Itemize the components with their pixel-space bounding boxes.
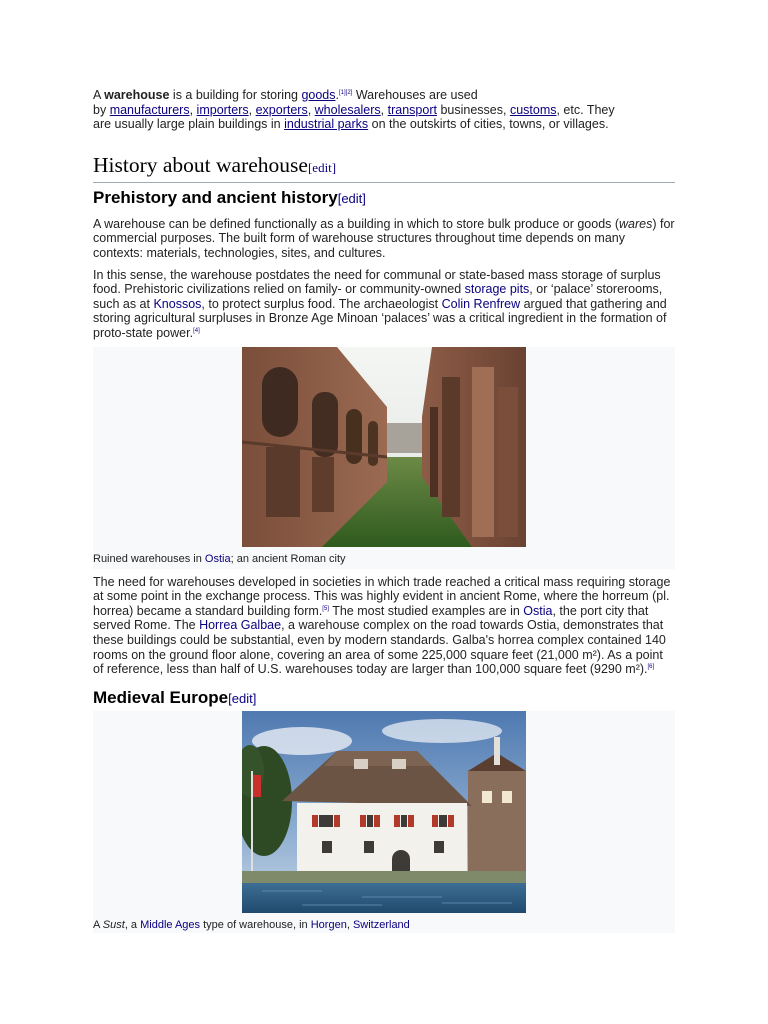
- figure-caption: [93, 919, 410, 932]
- edit-link[interactable]: [edit]: [228, 690, 257, 706]
- paragraph-text: The most studied examples are in: [328, 603, 524, 618]
- intro-text: is a building for storing: [169, 88, 302, 102]
- separator: ,: [380, 102, 388, 117]
- ruins-image: [242, 347, 526, 547]
- edit-label[interactable]: edit: [231, 690, 253, 706]
- paragraph-text: argued that gathering and storing agricultural surpluses in Bronze Age Minoan ‘palaces’ was a critical ingredient in the formation of proto-state power.: [93, 296, 667, 340]
- paragraph-text: ) for commercial purposes. The built form of warehouse structures throughout time depends on many contexts: materials, technologies, sites, and cultures.: [93, 216, 675, 260]
- section-title: Medieval Europe: [93, 687, 229, 707]
- paragraph: [93, 217, 675, 261]
- link-switzerland[interactable]: Switzerland: [352, 918, 410, 931]
- link-ostia[interactable]: Ostia: [204, 552, 231, 565]
- intro-text: businesses,: [436, 102, 510, 117]
- intro-text: are usually large plain buildings in: [93, 117, 285, 132]
- caption-text: A: [93, 918, 103, 931]
- article-body: [93, 88, 675, 933]
- caption-text: ,: [346, 918, 353, 931]
- citation[interactable]: [4]: [193, 327, 200, 334]
- link-horgen[interactable]: Horgen: [310, 918, 347, 931]
- section-heading-prehistory: [93, 187, 675, 210]
- separator: ,: [248, 102, 256, 117]
- link-middle-ages[interactable]: Middle Ages: [140, 918, 201, 931]
- section-heading-history: [93, 152, 675, 183]
- photo-sust-horgen[interactable]: [242, 711, 526, 913]
- paragraph: [93, 268, 675, 341]
- intro-paragraph: A warehouse is a building for storing goods.[1][2] Warehouses are used by manufacturers, importers, exporters, wholesalers, transport businesses, customs, etc. They are usually large plain buildings in industrial parks on the outskirts of cities, towns, or villages.: [93, 88, 615, 132]
- edit-label[interactable]: edit: [312, 159, 332, 175]
- paragraph-text: , the port city that served Rome. The: [93, 603, 649, 633]
- link-importers[interactable]: importers: [196, 102, 249, 117]
- intro-text: by: [93, 102, 110, 117]
- citation[interactable]: [1][2]: [339, 90, 353, 96]
- intro-text: Warehouses are used: [352, 88, 478, 102]
- section-heading-medieval: [93, 687, 675, 710]
- paragraph-text: The need for warehouses developed in societies in which trade reached a critical mass requiring storage at some point in the exchange process. This was highly evident in ancient Rome, where the horreum (pl. horrea) became a standard building form.: [93, 574, 671, 618]
- paragraph: [93, 575, 675, 677]
- paragraph-text: , to protect surplus food. The archaeologist: [201, 296, 442, 311]
- intro-text: A: [93, 88, 105, 102]
- paragraph-text: A warehouse can be defined functionally as a building in which to store bulk produce or goods (: [93, 216, 620, 231]
- intro-text: , etc. They: [556, 102, 615, 117]
- figure-sust: [93, 711, 675, 933]
- figure-caption: [93, 553, 346, 566]
- paragraph-text: In this sense, the warehouse postdates the need for communal or state-based mass storage of surplus food. Prehistoric civilizations relied on family- or community-owned: [93, 267, 661, 297]
- edit-link[interactable]: [edit]: [307, 159, 337, 175]
- photo-ruined-warehouses[interactable]: [242, 347, 526, 547]
- caption-text: type of warehouse, in: [200, 918, 311, 931]
- link-horrea-galbae[interactable]: Horrea Galbae: [199, 618, 282, 633]
- edit-label[interactable]: edit: [341, 190, 363, 206]
- edit-link[interactable]: [edit]: [337, 190, 366, 206]
- link-transport[interactable]: transport: [387, 102, 437, 117]
- link-goods[interactable]: goods: [301, 88, 336, 102]
- caption-text: Ruined warehouses in: [93, 552, 205, 565]
- link-colin-renfrew[interactable]: Colin Renfrew: [441, 296, 521, 311]
- link-wholesalers[interactable]: wholesalers: [314, 102, 381, 117]
- separator: ,: [307, 102, 315, 117]
- citation[interactable]: [6]: [647, 664, 655, 671]
- paragraph-text: , or ‘palace’ storerooms, such as at: [93, 282, 663, 311]
- link-storage-pits[interactable]: storage pits: [464, 282, 530, 297]
- link-knossos[interactable]: Knossos: [153, 296, 202, 311]
- link-ostia[interactable]: Ostia: [523, 603, 553, 618]
- citation[interactable]: [5]: [322, 605, 329, 612]
- paragraph-text: , a warehouse complex on the road towards Ostia, demonstrates that these buildings could be substantial, even by modern standards. Galba's horrea complex contained 140 rooms on the ground floor alone, covering an area of some 225,000 square feet (21,000 m²). As a point of reference, less than half of U.S. warehouses today are larger than 100,000 square feet (9290 m²).: [93, 618, 666, 677]
- section-title: History about warehouse: [93, 152, 308, 177]
- link-customs[interactable]: customs: [509, 102, 557, 117]
- sust-image: [242, 711, 526, 913]
- term-wares: wares: [619, 216, 653, 231]
- separator: ,: [189, 102, 197, 117]
- term-warehouse: warehouse: [104, 88, 170, 102]
- caption-text: , a: [124, 918, 141, 931]
- caption-text: ; an ancient Roman city: [230, 552, 346, 565]
- figure-ostia: [93, 347, 675, 569]
- term-sust: Sust: [102, 918, 125, 931]
- intro-text: on the outskirts of cities, towns, or villages.: [368, 117, 609, 132]
- link-industrial-parks[interactable]: industrial parks: [284, 117, 369, 132]
- link-manufacturers[interactable]: manufacturers: [109, 102, 190, 117]
- section-title: Prehistory and ancient history: [93, 187, 338, 207]
- link-exporters[interactable]: exporters: [255, 102, 308, 117]
